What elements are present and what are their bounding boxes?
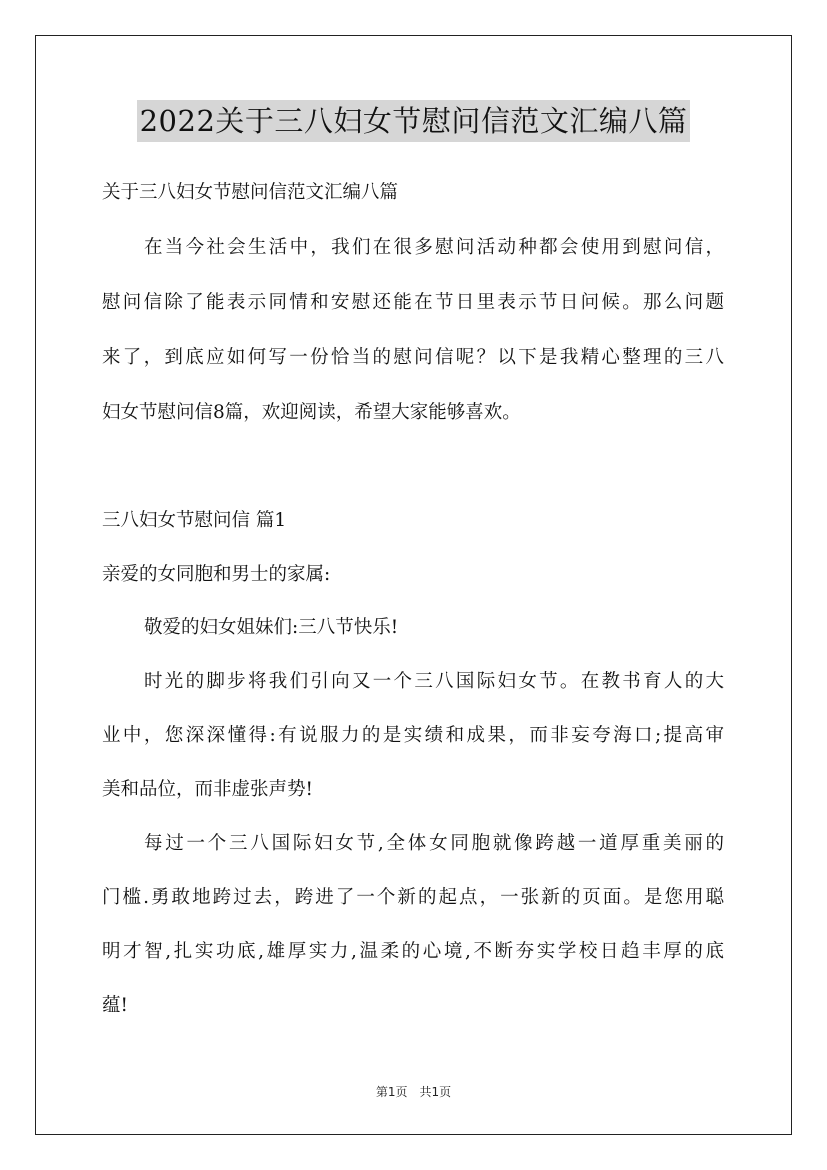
paragraph2-line-1: 每过一个三八国际妇女节,全体女同胞就像跨越一道厚重美丽的 [144, 833, 724, 854]
greeting: 敬爱的妇女姐妹们:三八节快乐! [144, 617, 399, 638]
document-title-text: 2022关于三八妇女节慰问信范文汇编八篇 [137, 100, 691, 142]
salutation: 亲爱的女同胞和男士的家属: [102, 564, 331, 585]
page-number: 第1页 共1页 [375, 1085, 452, 1099]
document-title [0, 100, 827, 142]
paragraph1-line-1: 时光的脚步将我们引向又一个三八国际妇女节。在教书育人的大 [144, 671, 724, 692]
intro-line-3: 来了，到底应如何写一份恰当的慰问信呢？以下是我精心整理的三八 [102, 347, 724, 368]
paragraph2-line-2: 门槛.勇敢地跨过去，跨进了一个新的起点，一张新的页面。是您用聪 [102, 887, 724, 908]
document-subtitle: 关于三八妇女节慰问信范文汇编八篇 [102, 182, 399, 203]
section-heading: 三八妇女节慰问信 篇1 [102, 510, 287, 531]
intro-line-2: 慰问信除了能表示同情和安慰还能在节日里表示节日问候。那么问题 [102, 292, 724, 313]
paragraph1-line-2: 业中，您深深懂得:有说服力的是实绩和成果，而非妄夸海口;提高审 [102, 725, 724, 746]
intro-line-1: 在当今社会生活中，我们在很多慰问活动种都会使用到慰问信， [144, 237, 724, 258]
paragraph2-line-4: 蕴! [102, 995, 128, 1016]
paragraph1-line-3: 美和品位，而非虚张声势! [102, 779, 313, 800]
paragraph2-line-3: 明才智,扎实功底,雄厚实力,温柔的心境,不断夯实学校日趋丰厚的底 [102, 941, 724, 962]
intro-line-4: 妇女节慰问信8篇，欢迎阅读，希望大家能够喜欢。 [102, 402, 521, 423]
